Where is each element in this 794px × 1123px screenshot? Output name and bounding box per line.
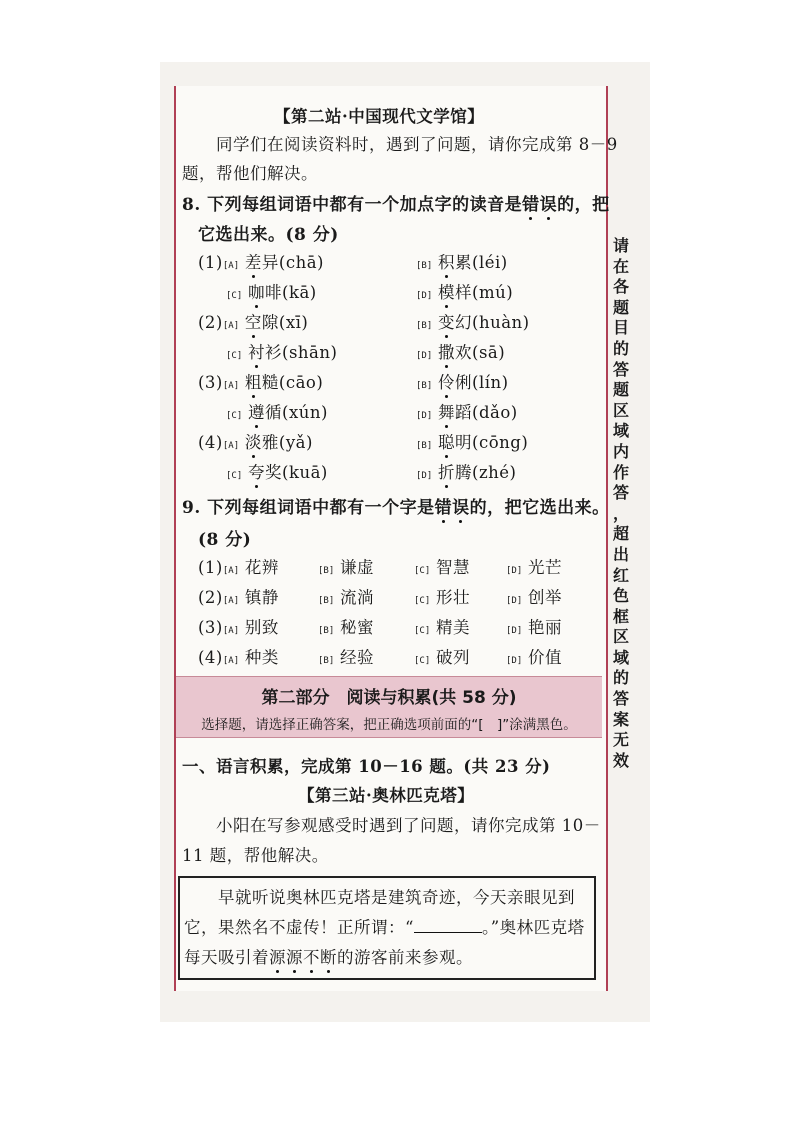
side-note-char: 色 <box>612 586 629 606</box>
passage-line2: 它，果然名不虚传！正所谓：“ 。”奥林匹克塔 <box>184 918 585 937</box>
q9-group-1-option-a: (1)[A] 花辨 <box>198 558 279 577</box>
side-note-char: 题 <box>612 380 629 400</box>
q8-group-1-option-a: (1)[A] 差异(chā) <box>198 249 324 273</box>
q8-group-1-option-d: [D] 模样(mú) <box>416 279 513 303</box>
q9-group-1-option-c: [C] 智慧 <box>414 558 471 577</box>
passage-line1: 早就听说奥林匹克塔是建筑奇迹，今天亲眼见到 <box>218 888 575 907</box>
side-note-char: 无 <box>612 730 629 750</box>
option-bubble-c[interactable]: [C] <box>226 471 243 481</box>
q8-group-2-option-a: (2)[A] 空隙(xī) <box>198 309 308 333</box>
section1-heading: 一、语言积累，完成第 10－16 题。(共 23 分) <box>182 757 551 776</box>
q8-group-4-option-b: [B] 聪明(cōng) <box>416 429 528 453</box>
q9-group-2-option-a: (2)[A] 镇静 <box>198 588 279 607</box>
side-note-char: 效 <box>612 750 629 770</box>
side-note-char: 框 <box>612 606 629 626</box>
station2-title: 【第二站·中国现代文学馆】 <box>274 107 485 126</box>
option-bubble-d[interactable]: [D] <box>416 351 433 361</box>
side-warning-note <box>606 236 636 771</box>
q9-group-2-option-c: [C] 形壮 <box>414 588 471 607</box>
option-bubble-c[interactable]: [C] <box>414 656 431 666</box>
side-note-char: 答 <box>612 689 629 709</box>
option-bubble-c[interactable]: [C] <box>414 566 431 576</box>
option-bubble-a[interactable]: [A] <box>222 626 240 636</box>
side-note-char: ， <box>612 503 629 523</box>
option-bubble-c[interactable]: [C] <box>226 411 243 421</box>
q9-group-2-option-d: [D] 创举 <box>506 588 563 607</box>
side-note-char: 目 <box>612 318 629 338</box>
option-bubble-d[interactable]: [D] <box>506 566 523 576</box>
q9-group-1-option-b: [B] 谦虚 <box>318 558 375 577</box>
q8-group-1-option-c: [C] 咖啡(kā) <box>226 279 317 303</box>
q8-group-3-option-c: [C] 遵循(xún) <box>226 399 328 423</box>
side-note-char: 超 <box>612 524 629 544</box>
side-note-char: 答 <box>612 483 629 503</box>
option-bubble-b[interactable]: [B] <box>416 381 433 391</box>
station2-intro-line1: 同学们在阅读资料时，遇到了问题，请你完成第 8－9 <box>216 135 618 154</box>
q9-group-3-option-b: [B] 秘蜜 <box>318 618 375 637</box>
option-bubble-b[interactable]: [B] <box>416 441 433 451</box>
q8-group-4-option-c: [C] 夸奖(kuā) <box>226 459 328 483</box>
option-bubble-d[interactable]: [D] <box>506 596 523 606</box>
side-note-char: 的 <box>612 668 629 688</box>
q9-stem-line1: 9. 下列每组词语中都有一个字是错误的，把它选出来。 <box>182 493 610 518</box>
q9-group-4-option-b: [B] 经验 <box>318 648 375 667</box>
side-note-char: 域 <box>612 421 629 441</box>
side-note-char: 案 <box>612 709 629 729</box>
option-bubble-c[interactable]: [C] <box>414 596 431 606</box>
q9-group-1-option-d: [D] 光芒 <box>506 558 563 577</box>
q8-stem-line2: 它选出来。(8 分) <box>198 225 339 245</box>
side-note-char: 请 <box>612 236 629 255</box>
option-bubble-b[interactable]: [B] <box>318 656 335 666</box>
option-bubble-a[interactable]: [A] <box>222 261 240 271</box>
side-note-char: 在 <box>612 256 629 276</box>
option-bubble-b[interactable]: [B] <box>416 261 433 271</box>
side-note-char: 答 <box>612 359 629 379</box>
side-note-char: 出 <box>612 544 629 564</box>
option-bubble-a[interactable]: [A] <box>222 566 240 576</box>
option-bubble-a[interactable]: [A] <box>222 381 240 391</box>
side-note-char: 区 <box>612 400 629 420</box>
part2-title: 第二部分 阅读与积累(共 58 分) <box>261 688 517 708</box>
option-bubble-b[interactable]: [B] <box>318 566 335 576</box>
option-bubble-a[interactable]: [A] <box>222 441 240 451</box>
option-bubble-c[interactable]: [C] <box>226 291 243 301</box>
station3-title: 【第三站·奥林匹克塔】 <box>298 786 475 805</box>
option-bubble-d[interactable]: [D] <box>506 656 523 666</box>
q8-group-1-option-b: [B] 积累(léi) <box>416 249 508 273</box>
option-bubble-d[interactable]: [D] <box>416 411 433 421</box>
station2-intro-line2: 题，帮他们解决。 <box>182 164 318 183</box>
station3-intro-line2: 11 题，帮他解决。 <box>182 846 329 865</box>
q8-group-2-option-b: [B] 变幻(huàn) <box>416 309 530 333</box>
option-bubble-b[interactable]: [B] <box>416 321 433 331</box>
option-bubble-a[interactable]: [A] <box>222 321 240 331</box>
q9-group-4-option-d: [D] 价值 <box>506 648 563 667</box>
fill-blank[interactable] <box>414 918 482 933</box>
q9-group-2-option-b: [B] 流淌 <box>318 588 375 607</box>
option-bubble-d[interactable]: [D] <box>506 626 523 636</box>
q9-group-3-option-d: [D] 艳丽 <box>506 618 563 637</box>
q8-group-3-option-d: [D] 舞蹈(dǎo) <box>416 399 518 423</box>
side-note-char: 各 <box>612 277 629 297</box>
side-note-char: 红 <box>612 565 629 585</box>
station3-intro-line1: 小阳在写参观感受时遇到了问题，请你完成第 10－ <box>216 816 601 835</box>
passage-line3: 每天吸引着源源不断的游客前来参观。 <box>184 944 473 968</box>
side-note-char: 内 <box>612 441 629 461</box>
side-note-char: 作 <box>612 462 629 482</box>
q9-stem-line2: (8 分) <box>198 530 252 550</box>
option-bubble-d[interactable]: [D] <box>416 471 433 481</box>
q8-stem-line1: 8. 下列每组词语中都有一个加点字的读音是错误的，把 <box>182 190 610 215</box>
q8-group-4-option-d: [D] 折腾(zhé) <box>416 459 516 483</box>
option-bubble-d[interactable]: [D] <box>416 291 433 301</box>
part2-banner <box>176 676 602 738</box>
option-bubble-c[interactable]: [C] <box>414 626 431 636</box>
side-note-char: 区 <box>612 627 629 647</box>
side-note-char: 题 <box>612 297 629 317</box>
option-bubble-a[interactable]: [A] <box>222 596 240 606</box>
side-note-char: 的 <box>612 338 629 358</box>
option-bubble-b[interactable]: [B] <box>318 596 335 606</box>
q9-group-4-option-a: (4)[A] 种类 <box>198 648 279 667</box>
q9-group-3-option-a: (3)[A] 别致 <box>198 618 279 637</box>
option-bubble-a[interactable]: [A] <box>222 656 240 666</box>
q9-group-4-option-c: [C] 破列 <box>414 648 471 667</box>
q9-group-3-option-c: [C] 精美 <box>414 618 471 637</box>
q8-group-4-option-a: (4)[A] 淡雅(yǎ) <box>198 429 313 453</box>
option-bubble-b[interactable]: [B] <box>318 626 335 636</box>
q8-group-2-option-d: [D] 撒欢(sā) <box>416 339 505 363</box>
part2-subtitle: 选择题，请选择正确答案，把正确选项前面的“[ ]”涂满黑色。 <box>201 717 577 733</box>
option-bubble-c[interactable]: [C] <box>226 351 243 361</box>
q8-group-3-option-a: (3)[A] 粗糙(cāo) <box>198 369 323 393</box>
q8-group-2-option-c: [C] 衬衫(shān) <box>226 339 337 363</box>
q8-group-3-option-b: [B] 伶俐(lín) <box>416 369 509 393</box>
side-note-char: 域 <box>612 647 629 667</box>
